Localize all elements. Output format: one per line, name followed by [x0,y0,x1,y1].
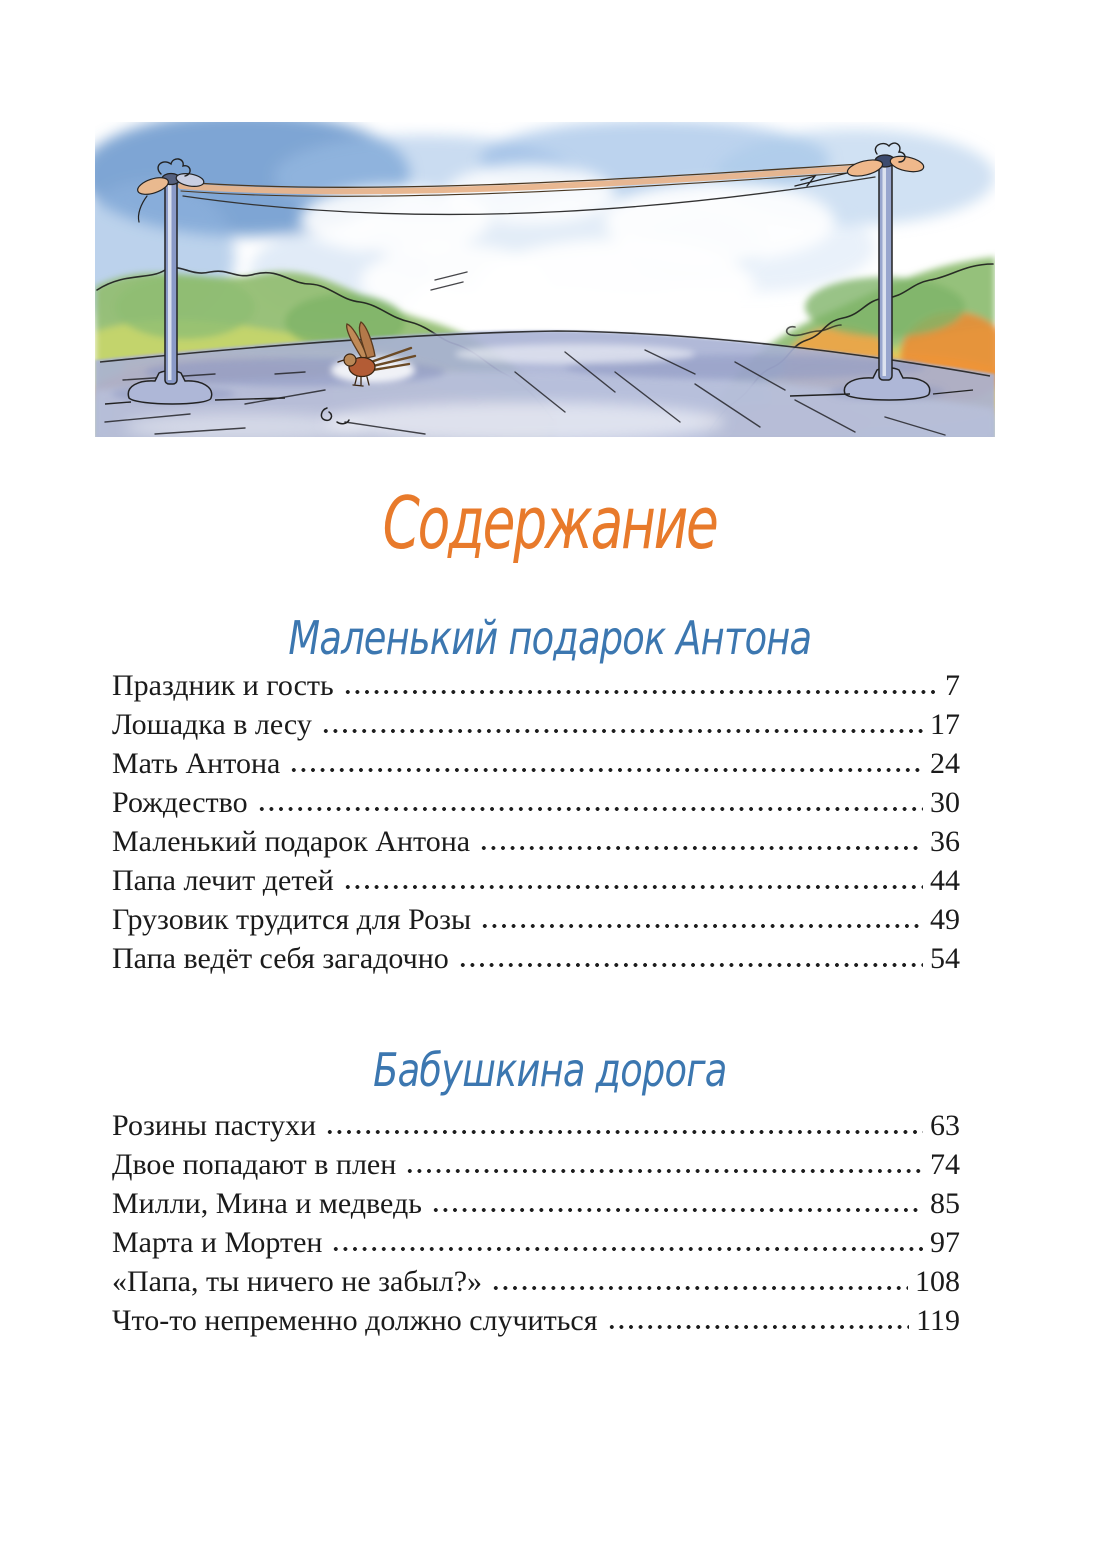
toc-entry[interactable] [112,708,960,747]
toc-entry[interactable] [112,1187,960,1226]
section-heading-2 [0,1030,1100,1110]
toc-entry[interactable] [112,942,960,981]
dot-leader [257,806,923,812]
toc-entry[interactable] [112,1109,960,1148]
toc-entry-title: Двое попадают в плен [112,1148,397,1181]
toc-entry-page: 74 [930,1148,960,1181]
toc-entry[interactable] [112,825,960,864]
dot-leader [405,1168,923,1174]
toc-entry-title: Грузовик трудится для Розы [112,903,472,936]
dot-leader [480,923,923,929]
toc-entry-page: 7 [945,669,960,702]
toc-entry-title: Розины пастухи [112,1109,317,1142]
dot-leader [491,1285,908,1291]
dot-leader [343,689,938,695]
toc-entry-page: 63 [930,1109,960,1142]
dot-leader [289,767,923,773]
toc-entry-title: Праздник и гость [112,669,334,702]
toc-entry-page: 24 [930,747,960,780]
dot-leader [479,845,923,851]
toc-entry-title: «Папа, ты ничего не забыл?» [112,1265,483,1298]
toc-entry[interactable] [112,669,960,708]
toc-entry[interactable] [112,1304,960,1343]
toc-entry[interactable] [112,1226,960,1265]
toc-entry[interactable] [112,864,960,903]
toc-entry-title: Лошадка в лесу [112,708,312,741]
toc-entry-title: Милли, Мина и медведь [112,1187,422,1220]
toc-entry-page: 85 [930,1187,960,1220]
toc-list-2 [112,1109,960,1343]
toc-entry-title: Папа лечит детей [112,864,334,897]
toc-entry[interactable] [112,1265,960,1304]
page-title [0,468,1100,578]
toc-list-1 [112,669,960,981]
toc-entry-title: Марта и Мортен [112,1226,323,1259]
dot-leader [325,1129,923,1135]
toc-entry-title: Папа ведёт себя загадочно [112,942,449,975]
dot-leader [607,1324,910,1330]
dot-leader [331,1246,923,1252]
toc-entry-page: 54 [930,942,960,975]
toc-entry-title: Маленький подарок Антона [112,825,471,858]
header-illustration [95,122,995,437]
toc-entry-page: 119 [916,1304,960,1337]
toc-entry-page: 36 [930,825,960,858]
toc-entry[interactable] [112,786,960,825]
toc-entry-page: 30 [930,786,960,819]
toc-entry-page: 44 [930,864,960,897]
dot-leader [431,1207,923,1213]
dot-leader [343,884,923,890]
watercolor-road-illustration [95,122,995,437]
dot-leader [321,728,923,734]
page-title-text: Содержание [383,481,717,565]
toc-entry-title: Мать Антона [112,747,281,780]
toc-entry[interactable] [112,903,960,942]
toc-entry-page: 97 [930,1226,960,1259]
toc-entry-page: 17 [930,708,960,741]
toc-entry-page: 49 [930,903,960,936]
toc-entry-title: Что-то непременно должно случиться [112,1304,598,1337]
section-heading-1-text: Маленький подарок Антона [288,611,812,665]
dot-leader [458,962,923,968]
section-heading-1 [0,598,1100,678]
toc-entry-title: Рождество [112,786,248,819]
section-heading-2-text: Бабушкина дорога [373,1043,727,1097]
toc-entry-page: 108 [915,1265,960,1298]
toc-entry[interactable] [112,747,960,786]
toc-entry[interactable] [112,1148,960,1187]
